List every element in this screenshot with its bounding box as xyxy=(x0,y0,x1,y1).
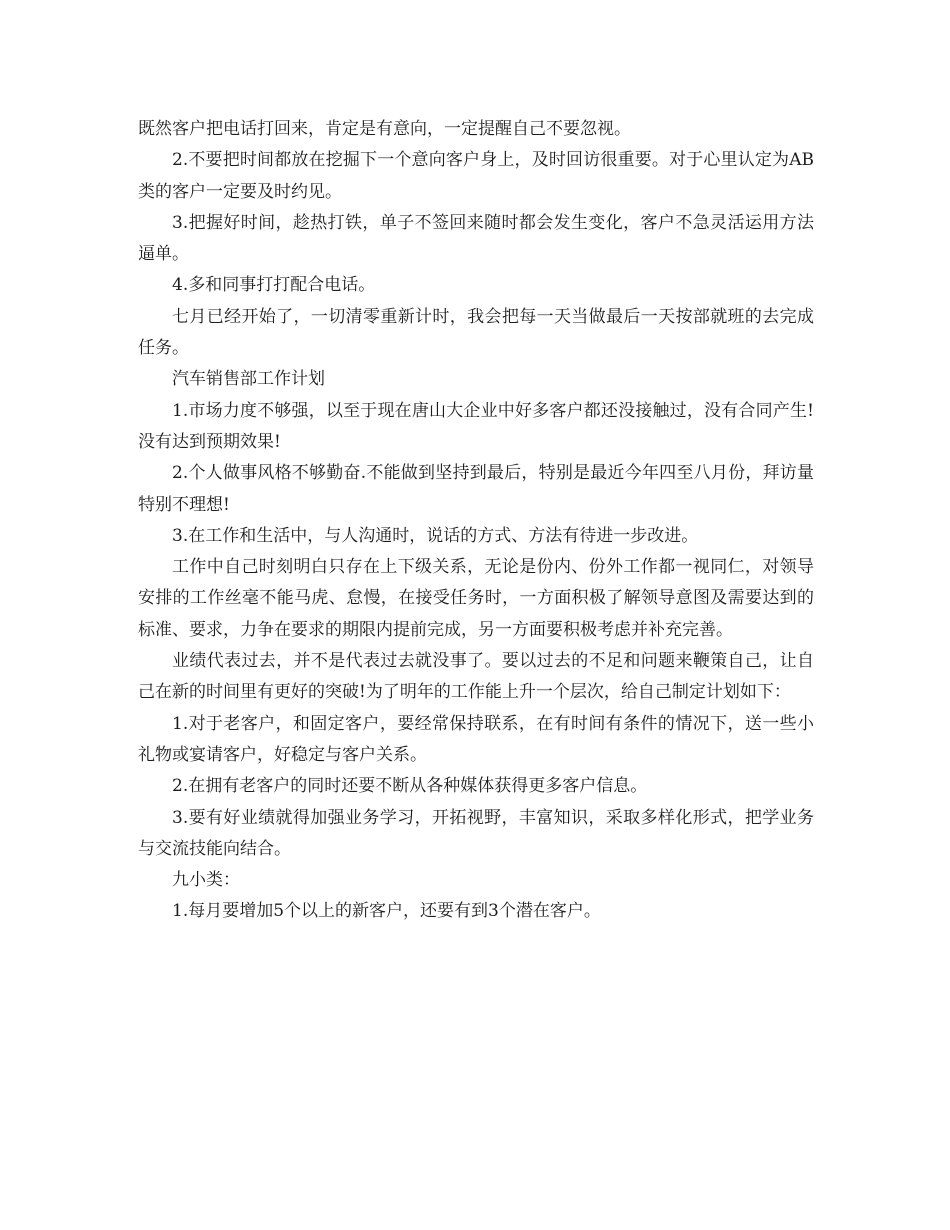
paragraph: 工作中自己时刻明白只存在上下级关系，无论是份内、份外工作都一视同仁，对领导安排的工作丝毫不能马虎、怠慢，在接受任务时，一方面积极了解领导意图及需要达到的标准、要求，力争在要求的期限内提前完成，另一方面要积极考虑并补充完善。 xyxy=(138,557,814,640)
paragraph: 3.要有好业绩就得加强业务学习，开拓视野，丰富知识，采取多样化形式，把学业务与交流技能向结合。 xyxy=(138,807,814,859)
paragraph: 4.多和同事打打配合电话。 xyxy=(172,275,376,296)
paragraph: 1.每月要增加5个以上的新客户，还要有到3个潜在客户。 xyxy=(172,901,601,922)
document-body xyxy=(138,114,814,928)
paragraph: 1.市场力度不够强，以至于现在唐山大企业中好多客户都还没接触过，没有合同产生!没有达到预期效果! xyxy=(138,400,814,452)
section-heading: 汽车销售部工作计划 xyxy=(172,369,325,390)
paragraph: 既然客户把电话打回来，肯定是有意向，一定提醒自己不要忽视。 xyxy=(138,119,631,139)
paragraph: 2.个人做事风格不够勤奋.不能做到坚持到最后，特别是最近今年四至八月份，拜访量特别不理想! xyxy=(138,463,814,515)
paragraph: 九小类： xyxy=(172,870,240,891)
paragraph: 七月已经开始了，一切清零重新计时，我会把每一天当做最后一天按部就班的去完成任务。 xyxy=(138,306,814,359)
paragraph: 1.对于老客户，和固定客户，要经常保持联系，在有时间有条件的情况下，送一些小礼物或宴请客户，好稳定与客户关系。 xyxy=(138,713,814,765)
paragraph: 2.不要把时间都放在挖掘下一个意向客户身上，及时回访很重要。对于心里认定为AB类的客户一定要及时约见。 xyxy=(138,150,814,202)
paragraph: 2.在拥有老客户的同时还要不断从各种媒体获得更多客户信息。 xyxy=(172,776,648,797)
paragraph: 3.把握好时间，趁热打铁，单子不签回来随时都会发生变化，客户不急灵活运用方法逼单。 xyxy=(138,212,814,265)
paragraph: 3.在工作和生活中，与人沟通时，说话的方式、方法有待进一步改进。 xyxy=(172,525,699,546)
paragraph: 业绩代表过去，并不是代表过去就没事了。要以过去的不足和问题来鞭策自己，让自己在新的时间里有更好的突破!为了明年的工作能上升一个层次，给自己制定计划如下： xyxy=(138,651,814,703)
